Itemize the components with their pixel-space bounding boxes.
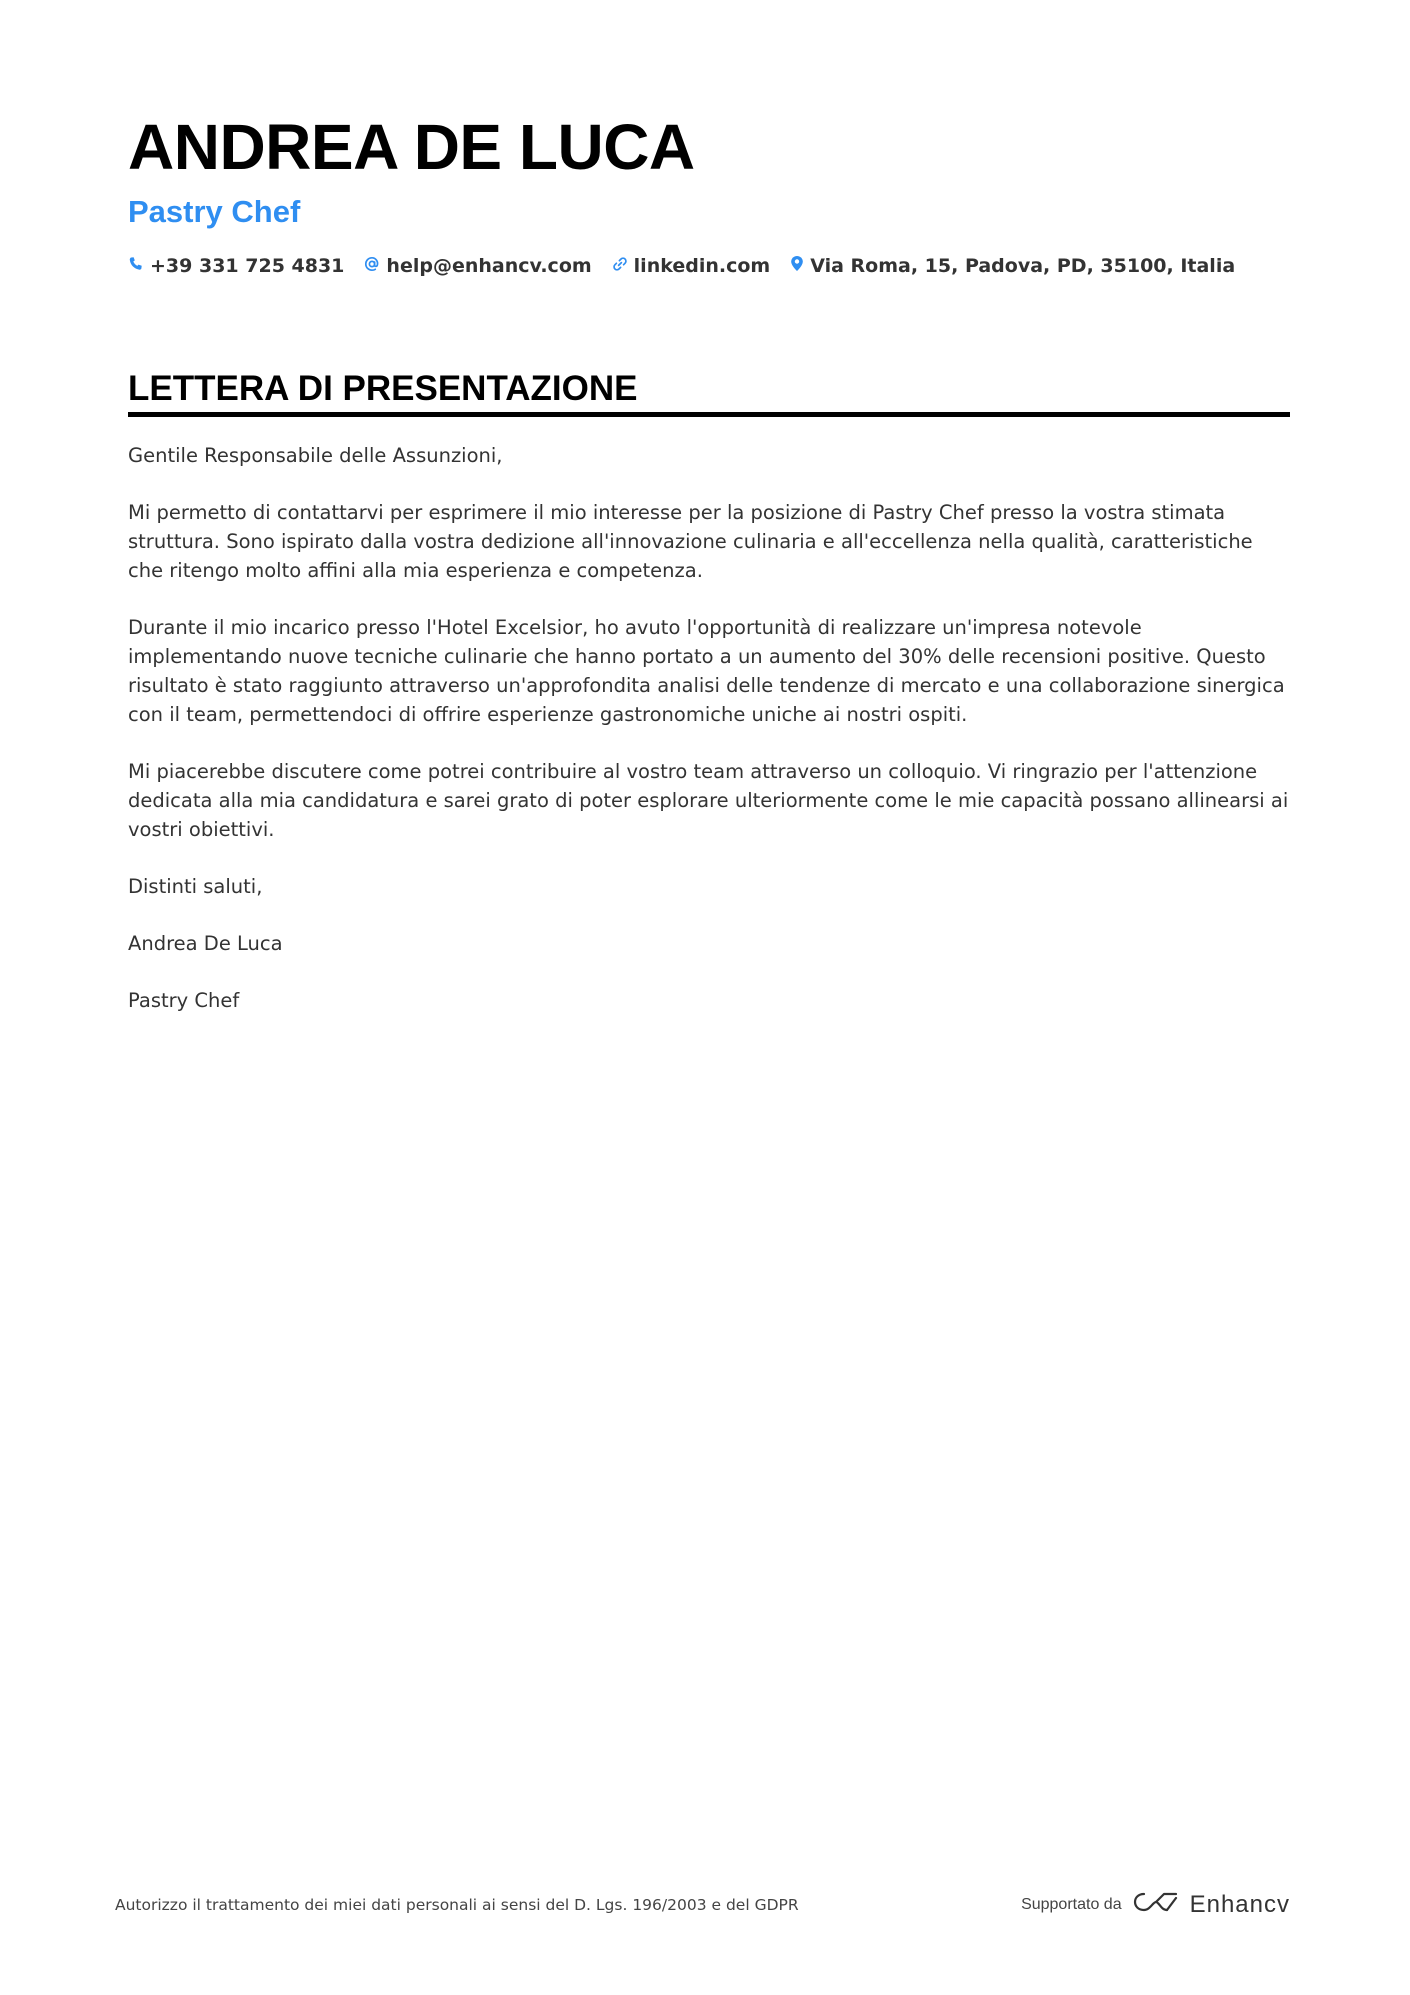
linkedin-text: linkedin.com	[633, 255, 771, 277]
header	[128, 112, 1290, 277]
contact-email[interactable]	[364, 255, 591, 277]
contact-bar	[128, 255, 1290, 277]
link-icon	[612, 255, 628, 277]
contact-phone[interactable]	[128, 255, 344, 277]
signature-title: Pastry Chef	[128, 989, 240, 1012]
cover-letter-section	[128, 368, 1290, 1043]
contact-linkedin[interactable]	[612, 255, 771, 277]
letter-paragraph: Mi permetto di contattarvi per esprimere il mio interesse per la posizione di Pastry Chef presso la vostra stimata struttura. Sono ispirato dalla vostra dedizione all'innovazione culinaria e all'eccellenza nella qualità, caratteristiche che ritengo molto affini alla mia esperienza e competenza.	[128, 501, 1253, 582]
letter-paragraph: Durante il mio incarico presso l'Hotel Excelsior, ho avuto l'opportunità di realizzare un'impresa notevole implementando nuove tecniche culinarie che hanno portato a un aumento del 30% delle recensioni positive. Questo risultato è stato raggiunto attraverso un'approfondita analisi delle tendenze di mercato e una collaborazione sinergica con il team, permettendoci di offrire esperienze gastronomiche uniche ai nostri ospiti.	[128, 616, 1285, 726]
at-icon	[364, 255, 380, 277]
phone-text: +39 331 725 4831	[150, 255, 345, 277]
letter-closing: Distinti saluti,	[128, 875, 263, 898]
letter-greeting: Gentile Responsabile delle Assunzioni,	[128, 444, 503, 467]
privacy-consent: Autorizzo il trattamento dei miei dati personali ai sensi del D. Lgs. 196/2003 e del GDPR	[115, 1896, 799, 1914]
contact-address	[790, 255, 1235, 277]
candidate-role: Pastry Chef	[128, 194, 301, 229]
phone-icon	[128, 255, 144, 277]
powered-by[interactable]	[1021, 1890, 1290, 1919]
signature-name: Andrea De Luca	[128, 932, 283, 955]
letter-body	[128, 441, 1290, 1015]
address-text: Via Roma, 15, Padova, PD, 35100, Italia	[810, 255, 1236, 277]
email-text: help@enhancv.com	[386, 255, 592, 277]
brand-name: Enhancv	[1189, 1890, 1290, 1918]
candidate-name: ANDREA DE LUCA	[128, 111, 695, 183]
powered-by-label: Supportato da	[1021, 1895, 1122, 1913]
location-pin-icon	[790, 255, 804, 277]
section-title: LETTERA DI PRESENTAZIONE	[128, 368, 1290, 417]
enhancv-logo-icon	[1132, 1890, 1180, 1919]
letter-paragraph: Mi piacerebbe discutere come potrei contribuire al vostro team attraverso un colloquio. Vi ringrazio per l'attenzione dedicata alla mia candidatura e sarei grato di poter esplorare ulteriormente come le mie capacità possano allinearsi ai vostri obiettivi.	[128, 760, 1289, 841]
